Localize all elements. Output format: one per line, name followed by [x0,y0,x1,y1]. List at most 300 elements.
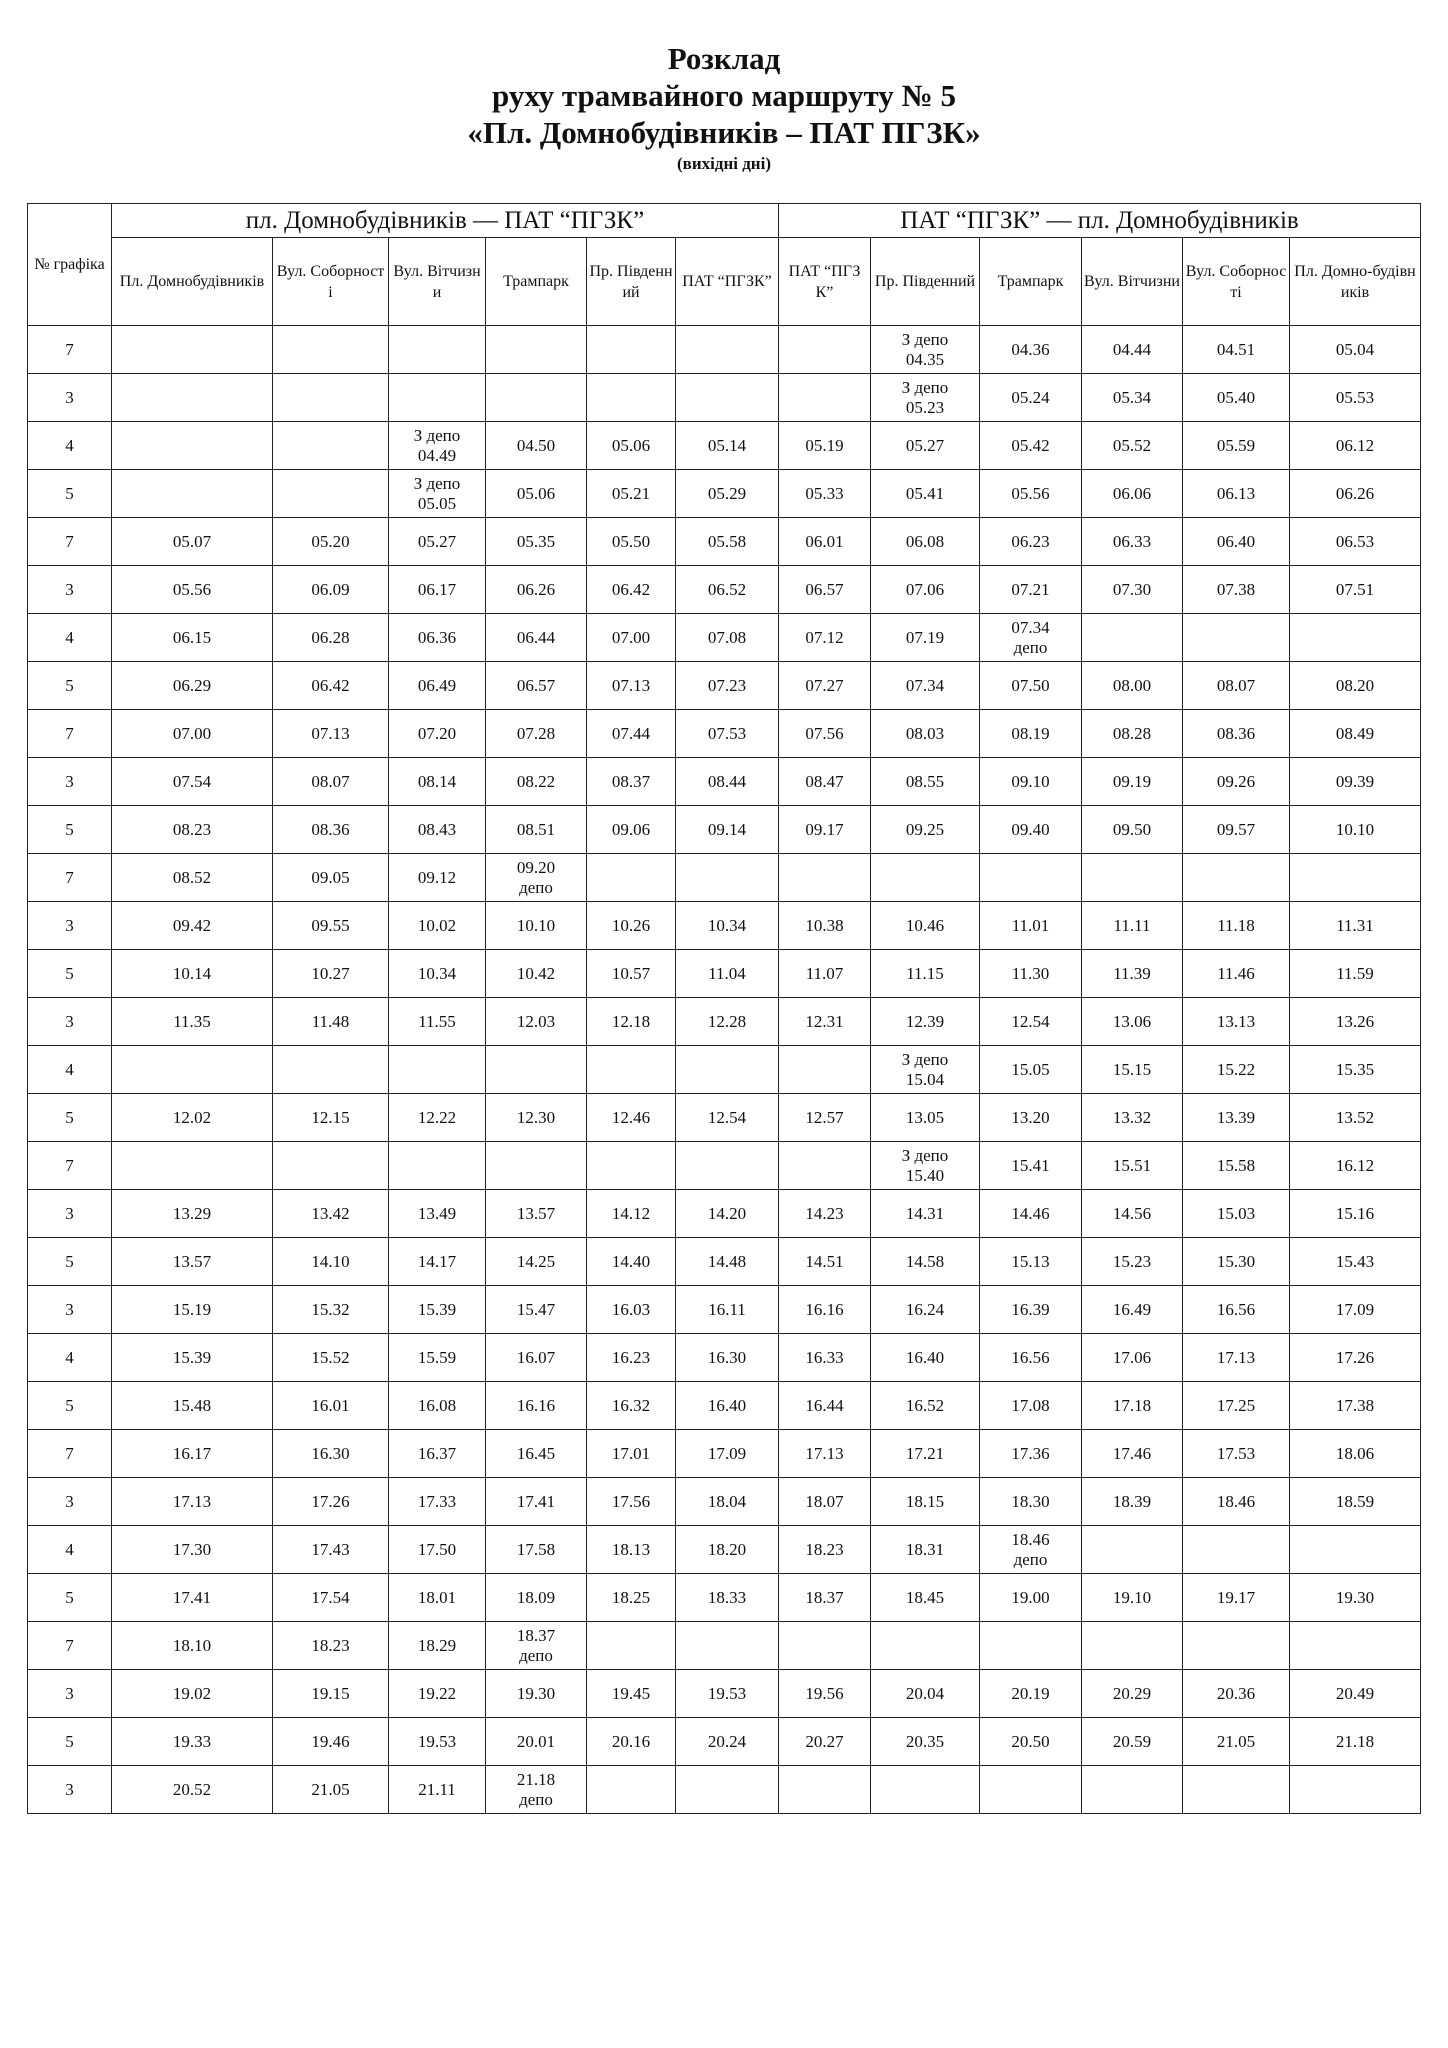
time-cell: 07.53 [676,710,779,758]
time-cell: 19.45 [587,1670,676,1718]
graph-number-cell: 5 [28,662,112,710]
time-cell [779,1766,871,1814]
time-cell: 11.59 [1290,950,1421,998]
title-line-2: руху трамвайного маршруту № 5 [491,78,956,113]
time-cell [587,374,676,422]
time-cell: 21.11 [389,1766,486,1814]
time-cell: 11.07 [779,950,871,998]
table-row [28,1094,1421,1142]
time-cell: 15.39 [112,1334,273,1382]
time-cell: 06.42 [273,662,389,710]
table-row [28,374,1421,422]
time-cell: 16.08 [389,1382,486,1430]
time-cell: 10.02 [389,902,486,950]
time-cell: 07.12 [779,614,871,662]
time-cell: 05.35 [486,518,587,566]
time-cell: 15.15 [1082,1046,1183,1094]
time-cell: 05.19 [779,422,871,470]
graph-number-cell: 7 [28,710,112,758]
time-cell [486,1622,587,1670]
graph-number-cell: 7 [28,854,112,902]
time-cell: 16.17 [112,1430,273,1478]
time-cell: 16.32 [587,1382,676,1430]
time-cell: 07.44 [587,710,676,758]
time-cell: 07.56 [779,710,871,758]
time-cell: 18.37 [779,1574,871,1622]
time-cell: 08.20 [1290,662,1421,710]
time-cell: 08.00 [1082,662,1183,710]
table-row [28,1478,1421,1526]
time-cell: 17.09 [676,1430,779,1478]
time-cell: 18.33 [676,1574,779,1622]
time-cell: 07.27 [779,662,871,710]
time-cell [980,614,1082,662]
graph-number-cell: 5 [28,950,112,998]
time-cell-line: 04.49 [417,445,457,465]
table-row [28,806,1421,854]
graph-number-cell: 5 [28,1382,112,1430]
graph-number-cell: 3 [28,758,112,806]
direction-2-header: ПАТ “ПГЗК” — пл. Домнобудівників [779,204,1421,238]
time-cell: 05.21 [587,470,676,518]
time-cell: 13.32 [1082,1094,1183,1142]
time-cell: 14.58 [871,1238,980,1286]
time-cell: 14.51 [779,1238,871,1286]
time-cell: 20.35 [871,1718,980,1766]
time-cell [389,422,486,470]
time-cell: 17.01 [587,1430,676,1478]
time-cell: 14.31 [871,1190,980,1238]
time-cell: 08.07 [1183,662,1290,710]
graph-number-cell: 3 [28,1286,112,1334]
time-cell: 17.13 [112,1478,273,1526]
time-cell: 16.01 [273,1382,389,1430]
time-cell: 14.17 [389,1238,486,1286]
time-cell: 13.29 [112,1190,273,1238]
time-cell: 13.05 [871,1094,980,1142]
time-cell: 18.13 [587,1526,676,1574]
time-cell: 15.58 [1183,1142,1290,1190]
time-cell: 04.44 [1082,326,1183,374]
table-row [28,950,1421,998]
time-cell [1082,1766,1183,1814]
stop-header-dir2: Пл. Домно-будівників [1290,238,1421,326]
time-cell-line: 07.34 [1011,617,1050,637]
time-cell [1082,1622,1183,1670]
time-cell: 12.28 [676,998,779,1046]
time-cell: 10.14 [112,950,273,998]
time-cell: 10.42 [486,950,587,998]
table-row [28,1766,1421,1814]
time-cell: 07.13 [273,710,389,758]
time-cell: 19.33 [112,1718,273,1766]
time-cell: 15.30 [1183,1238,1290,1286]
time-cell: 21.18 [1290,1718,1421,1766]
time-cell: 16.11 [676,1286,779,1334]
time-cell: 09.14 [676,806,779,854]
time-cell: 20.16 [587,1718,676,1766]
time-cell: 05.34 [1082,374,1183,422]
time-cell: 17.33 [389,1478,486,1526]
time-cell: 19.30 [486,1670,587,1718]
time-cell: 06.26 [1290,470,1421,518]
time-cell: 09.39 [1290,758,1421,806]
time-cell [587,326,676,374]
time-cell: 08.52 [112,854,273,902]
time-cell-line: 04.35 [905,349,945,369]
time-cell [980,1526,1082,1574]
time-cell: 18.39 [1082,1478,1183,1526]
time-cell-line: З депо [901,329,949,349]
table-row [28,758,1421,806]
time-cell: 15.59 [389,1334,486,1382]
graph-number-cell: 4 [28,1046,112,1094]
time-cell-line: депо [1013,1549,1048,1569]
time-cell: 11.15 [871,950,980,998]
time-cell [779,1622,871,1670]
time-cell: 06.49 [389,662,486,710]
time-cell: 17.54 [273,1574,389,1622]
time-cell [112,1142,273,1190]
time-cell: 13.20 [980,1094,1082,1142]
table-row [28,1286,1421,1334]
table-row [28,518,1421,566]
time-cell [273,422,389,470]
time-cell-line: депо [519,1789,553,1809]
time-cell: 08.49 [1290,710,1421,758]
graph-number-cell: 3 [28,374,112,422]
time-cell: 17.21 [871,1430,980,1478]
time-cell: 12.03 [486,998,587,1046]
time-cell: 11.46 [1183,950,1290,998]
graph-number-cell: 4 [28,1526,112,1574]
graph-number-cell: 3 [28,1190,112,1238]
time-cell [676,1142,779,1190]
time-cell: 12.18 [587,998,676,1046]
time-cell [871,1142,980,1190]
time-cell: 14.20 [676,1190,779,1238]
time-cell: 07.06 [871,566,980,614]
time-cell: 07.28 [486,710,587,758]
time-cell: 16.56 [1183,1286,1290,1334]
time-cell: 13.06 [1082,998,1183,1046]
time-cell: 11.11 [1082,902,1183,950]
time-cell [273,326,389,374]
time-cell [980,1766,1082,1814]
time-cell: 05.24 [980,374,1082,422]
time-cell: 09.06 [587,806,676,854]
time-cell-line: 09.20 [516,857,556,877]
time-cell: 16.03 [587,1286,676,1334]
time-cell: 05.52 [1082,422,1183,470]
time-cell: 06.09 [273,566,389,614]
time-cell: 13.42 [273,1190,389,1238]
time-cell: 14.25 [486,1238,587,1286]
time-cell: 06.13 [1183,470,1290,518]
time-cell: 07.51 [1290,566,1421,614]
time-cell: 15.05 [980,1046,1082,1094]
time-cell: 13.39 [1183,1094,1290,1142]
time-cell: 07.13 [587,662,676,710]
time-cell [779,854,871,902]
time-cell: 11.01 [980,902,1082,950]
time-cell [389,326,486,374]
time-cell [1290,614,1421,662]
time-cell: 18.01 [389,1574,486,1622]
schedule-table [27,203,1421,1814]
time-cell: 08.23 [112,806,273,854]
time-cell: 05.50 [587,518,676,566]
time-cell: 18.10 [112,1622,273,1670]
table-row [28,1334,1421,1382]
time-cell: 18.46 [1183,1478,1290,1526]
time-cell [1183,1622,1290,1670]
time-cell: 17.43 [273,1526,389,1574]
stop-header-dir2: Вул. Вітчизни [1082,238,1183,326]
time-cell: 10.27 [273,950,389,998]
title-line-3: «Пл. Домнобудівників – ПАТ ПГЗК» [467,115,981,150]
time-cell [486,854,587,902]
time-cell: 15.03 [1183,1190,1290,1238]
time-cell-line: 15.40 [905,1165,945,1185]
time-cell: 11.55 [389,998,486,1046]
direction-1-header: пл. Домнобудівників — ПАТ “ПГЗК” [112,204,779,238]
document-title-block [0,40,1448,175]
time-cell: 18.25 [587,1574,676,1622]
time-cell [779,374,871,422]
time-cell: 13.49 [389,1190,486,1238]
time-cell: 19.46 [273,1718,389,1766]
time-cell: 15.16 [1290,1190,1421,1238]
time-cell [871,1046,980,1094]
time-cell: 08.37 [587,758,676,806]
time-cell: 18.07 [779,1478,871,1526]
time-cell [587,1046,676,1094]
time-cell: 04.36 [980,326,1082,374]
time-cell [486,1766,587,1814]
time-cell: 15.51 [1082,1142,1183,1190]
time-cell-line: 05.23 [905,397,945,417]
stop-header-dir1: Трампарк [486,238,587,326]
table-row [28,902,1421,950]
time-cell: 12.46 [587,1094,676,1142]
time-cell: 18.23 [779,1526,871,1574]
time-cell: 06.08 [871,518,980,566]
graph-number-cell: 3 [28,1478,112,1526]
table-row [28,1718,1421,1766]
time-cell: 05.56 [980,470,1082,518]
time-cell [1183,854,1290,902]
time-cell: 11.30 [980,950,1082,998]
time-cell-line: 21.18 [516,1769,556,1789]
time-cell: 18.31 [871,1526,980,1574]
time-cell: 12.54 [676,1094,779,1142]
time-cell [676,1766,779,1814]
time-cell: 18.59 [1290,1478,1421,1526]
time-cell: 12.54 [980,998,1082,1046]
time-cell: 06.29 [112,662,273,710]
time-cell [676,326,779,374]
time-cell: 16.49 [1082,1286,1183,1334]
time-cell [1183,1526,1290,1574]
time-cell [389,1142,486,1190]
time-cell: 04.51 [1183,326,1290,374]
time-cell: 05.40 [1183,374,1290,422]
time-cell [980,854,1082,902]
time-cell: 16.37 [389,1430,486,1478]
time-cell [1290,1526,1421,1574]
time-cell: 11.35 [112,998,273,1046]
time-cell: 16.44 [779,1382,871,1430]
time-cell: 07.21 [980,566,1082,614]
time-cell: 12.30 [486,1094,587,1142]
time-cell [871,374,980,422]
table-row [28,1046,1421,1094]
time-cell: 16.24 [871,1286,980,1334]
time-cell: 15.48 [112,1382,273,1430]
stop-header-dir1: Вул. Вітчизни [389,238,486,326]
time-cell [1082,614,1183,662]
time-cell: 19.22 [389,1670,486,1718]
stop-header-dir1: ПАТ “ПГЗК” [676,238,779,326]
time-cell: 11.31 [1290,902,1421,950]
time-cell: 06.42 [587,566,676,614]
time-cell: 17.36 [980,1430,1082,1478]
time-cell [587,1766,676,1814]
time-cell: 09.57 [1183,806,1290,854]
time-cell: 15.32 [273,1286,389,1334]
time-cell: 19.02 [112,1670,273,1718]
time-cell: 06.12 [1290,422,1421,470]
time-cell: 17.38 [1290,1382,1421,1430]
time-cell: 12.22 [389,1094,486,1142]
time-cell: 15.19 [112,1286,273,1334]
time-cell: 17.26 [273,1478,389,1526]
time-cell: 14.23 [779,1190,871,1238]
time-cell: 07.20 [389,710,486,758]
time-cell [1183,1766,1290,1814]
graph-number-cell: 4 [28,1334,112,1382]
time-cell: 14.46 [980,1190,1082,1238]
time-cell: 06.33 [1082,518,1183,566]
stop-header-dir2: Вул. Соборності [1183,238,1290,326]
time-cell [779,1046,871,1094]
table-row [28,1526,1421,1574]
time-cell [112,470,273,518]
time-cell: 05.56 [112,566,273,614]
time-cell: 06.23 [980,518,1082,566]
time-cell: 11.18 [1183,902,1290,950]
time-cell: 18.04 [676,1478,779,1526]
time-cell: 10.34 [389,950,486,998]
table-row [28,1238,1421,1286]
time-cell: 09.05 [273,854,389,902]
time-cell: 08.44 [676,758,779,806]
time-cell: 14.56 [1082,1190,1183,1238]
graph-number-cell: 5 [28,1238,112,1286]
time-cell: 18.29 [389,1622,486,1670]
time-cell-line: З депо [901,1145,949,1165]
time-cell: 05.27 [389,518,486,566]
time-cell: 14.10 [273,1238,389,1286]
time-cell: 07.00 [587,614,676,662]
time-cell-line: З депо [413,425,461,445]
time-cell: 09.17 [779,806,871,854]
graph-number-cell: 5 [28,1094,112,1142]
table-row [28,470,1421,518]
time-cell: 10.10 [486,902,587,950]
time-cell [587,1622,676,1670]
time-cell: 19.30 [1290,1574,1421,1622]
time-cell [871,854,980,902]
time-cell: 07.23 [676,662,779,710]
graph-number-cell: 5 [28,470,112,518]
time-cell [779,326,871,374]
time-cell: 15.35 [1290,1046,1421,1094]
time-cell: 18.45 [871,1574,980,1622]
time-cell: 06.53 [1290,518,1421,566]
time-cell-line: 15.04 [905,1069,945,1089]
table-row [28,662,1421,710]
time-cell: 16.33 [779,1334,871,1382]
time-cell: 20.59 [1082,1718,1183,1766]
time-cell: 07.08 [676,614,779,662]
time-cell: 15.39 [389,1286,486,1334]
time-cell [1082,854,1183,902]
time-cell: 21.05 [273,1766,389,1814]
time-cell [112,374,273,422]
time-cell: 11.39 [1082,950,1183,998]
time-cell: 16.40 [871,1334,980,1382]
time-cell [1183,614,1290,662]
time-cell: 14.40 [587,1238,676,1286]
time-cell: 19.17 [1183,1574,1290,1622]
graph-number-cell: 7 [28,1430,112,1478]
time-cell [1082,1526,1183,1574]
time-cell: 09.40 [980,806,1082,854]
time-cell: 05.29 [676,470,779,518]
time-cell: 08.03 [871,710,980,758]
graph-number-cell: 7 [28,518,112,566]
table-row [28,1622,1421,1670]
time-cell: 08.51 [486,806,587,854]
stop-header-dir1: Пл. Домнобудівників [112,238,273,326]
table-row [28,1142,1421,1190]
graph-number-cell: 7 [28,1142,112,1190]
time-cell: 06.17 [389,566,486,614]
time-cell: 07.00 [112,710,273,758]
time-cell: 20.50 [980,1718,1082,1766]
time-cell: 08.55 [871,758,980,806]
time-cell: 14.12 [587,1190,676,1238]
stop-header-dir1: Пр. Південний [587,238,676,326]
time-cell: 15.23 [1082,1238,1183,1286]
time-cell: 10.57 [587,950,676,998]
table-row [28,326,1421,374]
time-cell: 10.34 [676,902,779,950]
time-cell: 17.06 [1082,1334,1183,1382]
time-cell: 20.49 [1290,1670,1421,1718]
time-cell: 16.52 [871,1382,980,1430]
time-cell: 17.50 [389,1526,486,1574]
table-row [28,614,1421,662]
time-cell [676,1046,779,1094]
time-cell: 18.30 [980,1478,1082,1526]
time-cell: 17.13 [779,1430,871,1478]
time-cell: 17.18 [1082,1382,1183,1430]
time-cell: 18.20 [676,1526,779,1574]
time-cell: 16.16 [486,1382,587,1430]
